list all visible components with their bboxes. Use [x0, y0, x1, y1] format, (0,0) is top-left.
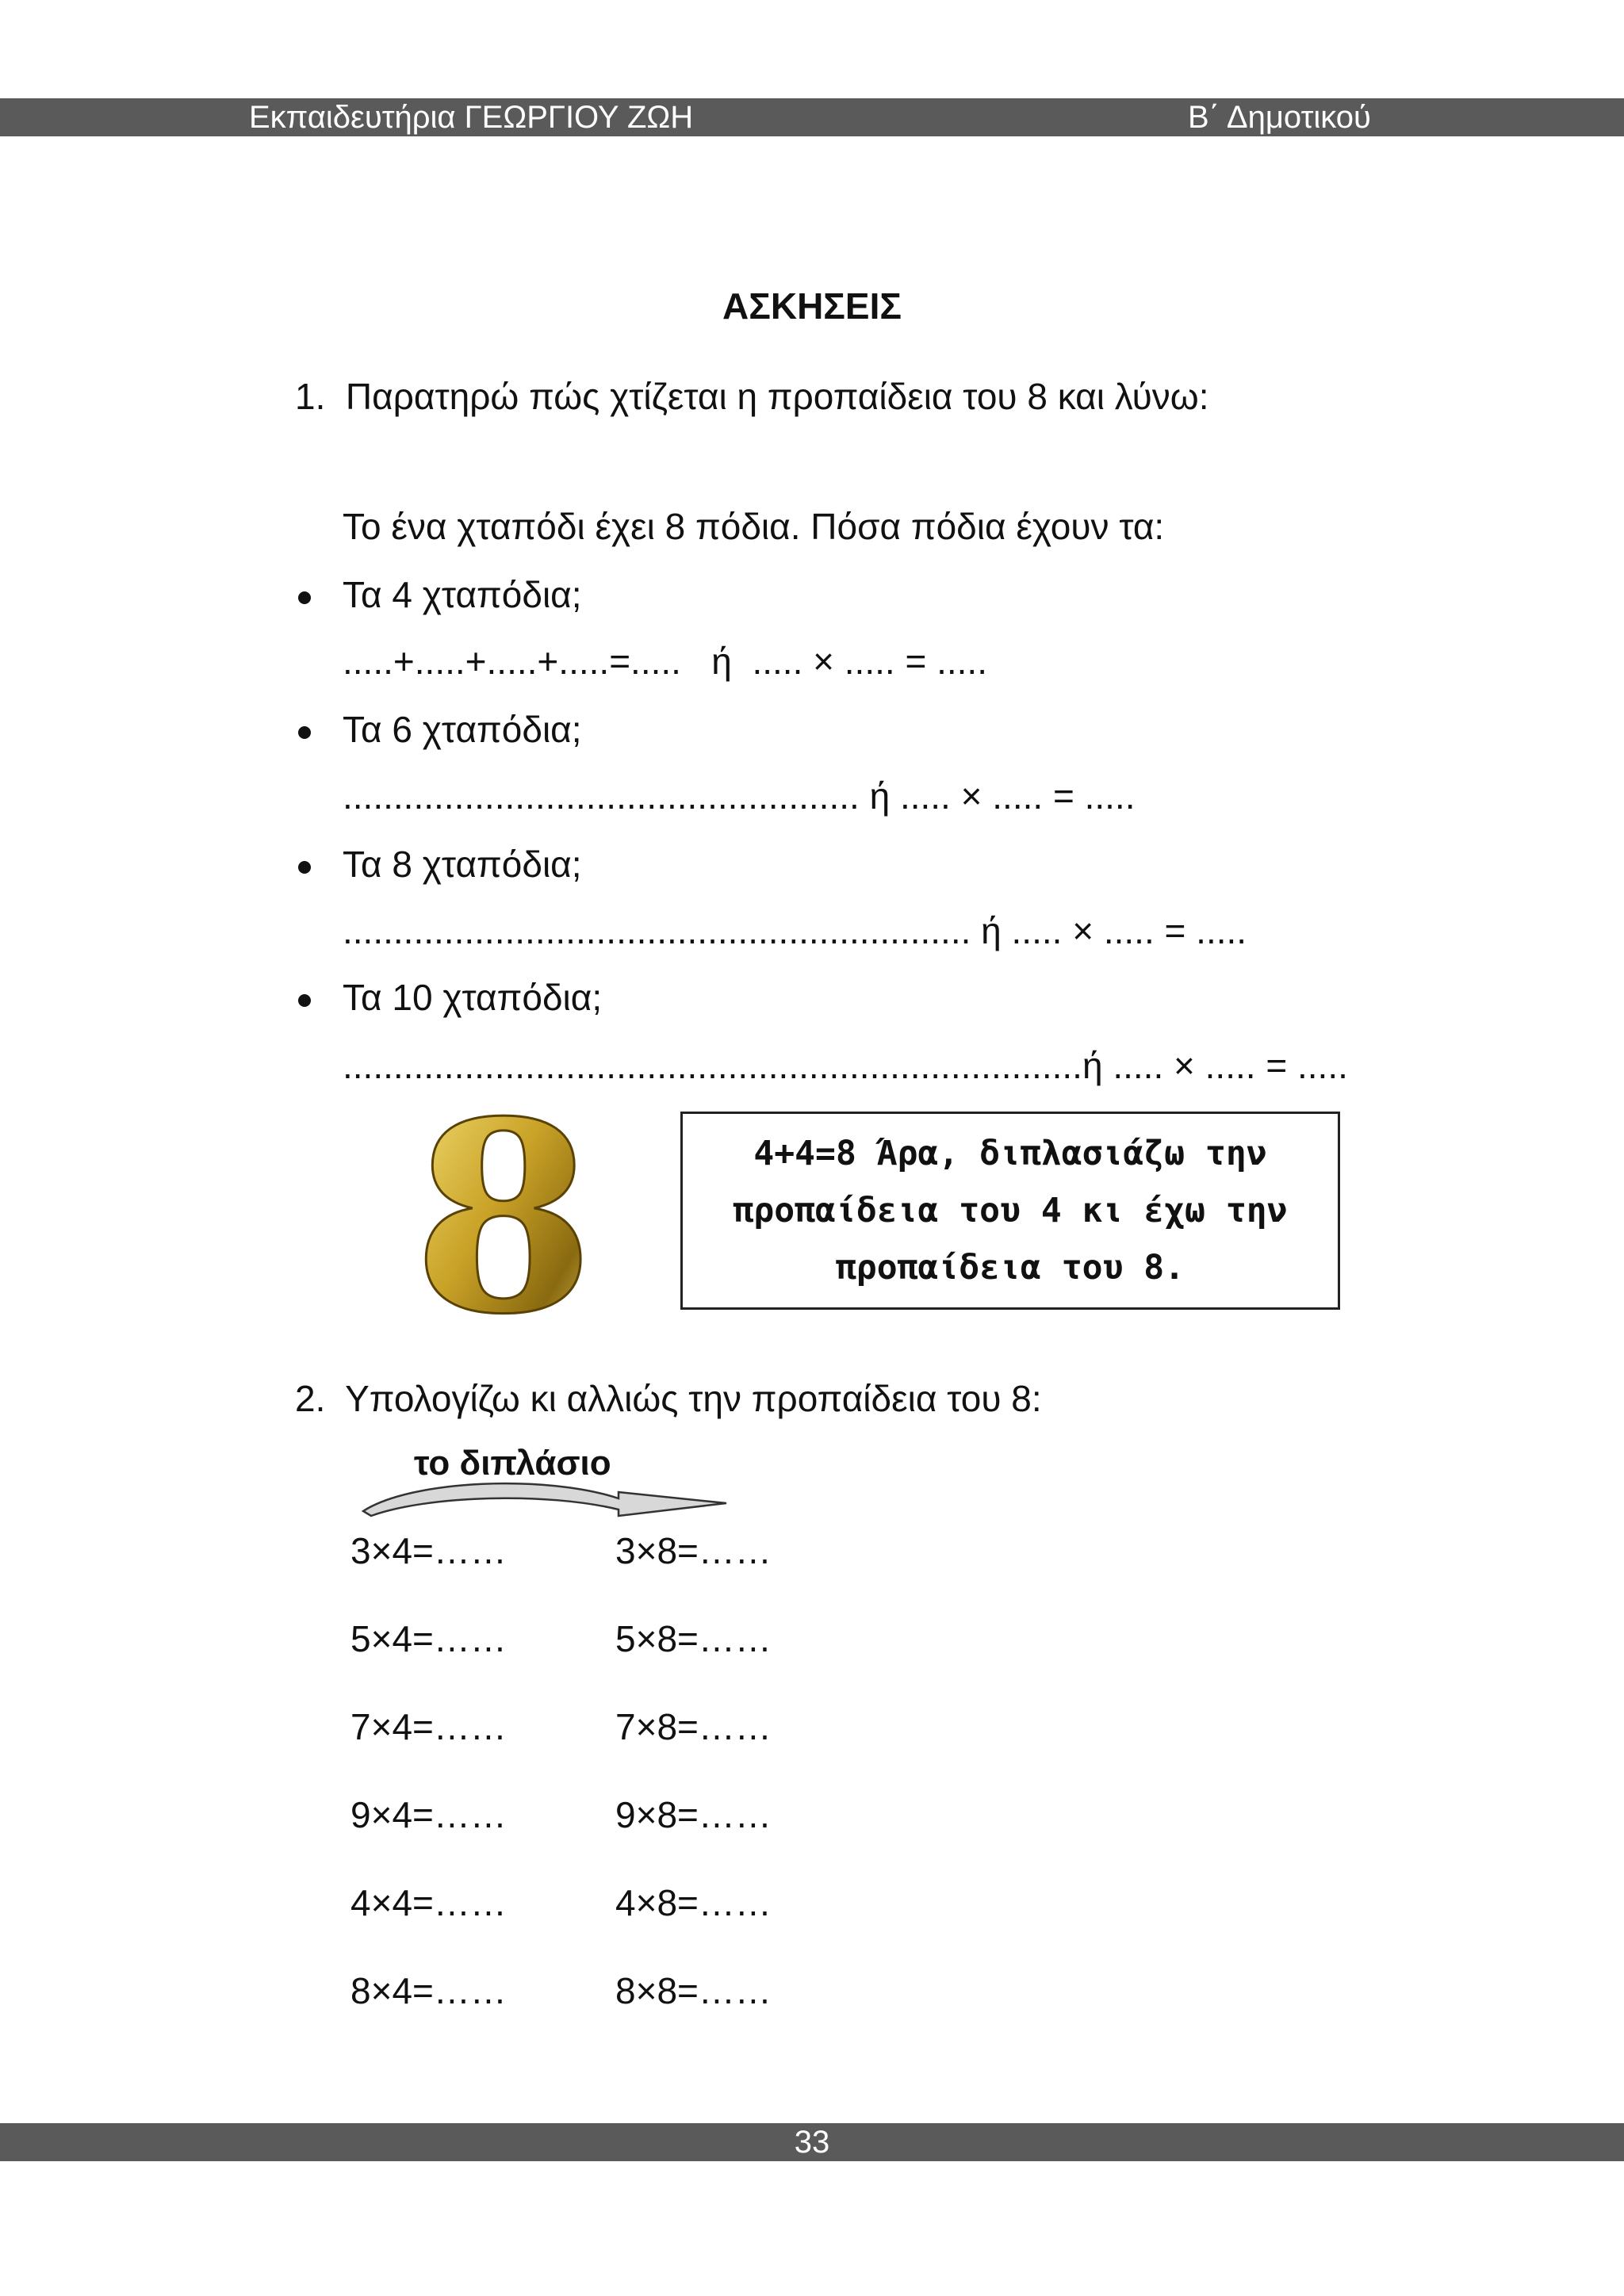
mult-right-2: 5×8=…… — [615, 1618, 772, 1659]
mult-left-4: 9×4=…… — [350, 1794, 507, 1835]
bullet — [298, 726, 311, 739]
header-grade: Β΄ Δημοτικού — [1188, 100, 1371, 135]
footer-bar — [0, 2123, 1624, 2161]
bullet — [298, 994, 311, 1007]
bullet — [298, 861, 311, 874]
mult-left-5: 4×4=…… — [350, 1882, 507, 1923]
big-eight-digit: 8 — [412, 1102, 595, 1332]
hint-text: 4+4=8 Άρα, διπλασιάζω την προπαίδεια του 4 κι έχω την προπαίδεια του 8. — [733, 1134, 1288, 1288]
golden-eight-illustration — [404, 1102, 603, 1332]
mult-right-6: 8×8=…… — [615, 1970, 772, 2011]
mult-right-4: 9×8=…… — [615, 1794, 772, 1835]
question-2: Τα 6 χταπόδια; — [343, 709, 582, 750]
exercise1-heading: 1. Παρατηρώ πώς χτίζεται η προπαίδεια του 8 και λύνω: — [295, 376, 1209, 417]
double-label: το διπλάσιο — [414, 1444, 611, 1483]
exercise2-heading: 2. Υπολογίζω κι αλλιώς την προπαίδεια του 8: — [295, 1378, 1042, 1419]
answer-line-1: .....+.....+.....+.....=..... ή ..... × ..... = ..... — [343, 641, 987, 682]
answer-line-3: .............................................................. ή ..... × ..... = ..... — [343, 910, 1247, 951]
mult-left-1: 3×4=…… — [350, 1530, 507, 1571]
mult-right-1: 3×8=…… — [615, 1530, 772, 1571]
hint-box — [680, 1112, 1340, 1310]
mult-left-6: 8×4=…… — [350, 1970, 507, 2011]
mult-left-2: 5×4=…… — [350, 1618, 507, 1659]
answer-line-2: ................................................... ή ..... × ..... = ..... — [343, 775, 1136, 817]
question-4: Τα 10 χταπόδια; — [343, 977, 603, 1018]
mult-left-3: 7×4=…… — [350, 1706, 507, 1747]
section-title: ΑΣΚΗΣΕΙΣ — [722, 285, 902, 327]
mult-right-5: 4×8=…… — [615, 1882, 772, 1923]
exercise1-intro: Το ένα χταπόδι έχει 8 πόδια. Πόσα πόδια έχουν τα: — [343, 506, 1165, 547]
answer-line-4: .........................................................................ή ..... × ..... = ..... — [343, 1045, 1348, 1086]
mult-right-3: 7×8=…… — [615, 1706, 772, 1747]
page-number: 33 — [794, 2125, 830, 2160]
bullet — [298, 591, 311, 604]
header-bar — [0, 98, 1624, 136]
question-3: Τα 8 χταπόδια; — [343, 844, 582, 885]
header-school: Εκπαιδευτήρια ΓΕΩΡΓΙΟΥ ΖΩΗ — [249, 100, 694, 135]
question-1: Τα 4 χταπόδια; — [343, 574, 582, 615]
